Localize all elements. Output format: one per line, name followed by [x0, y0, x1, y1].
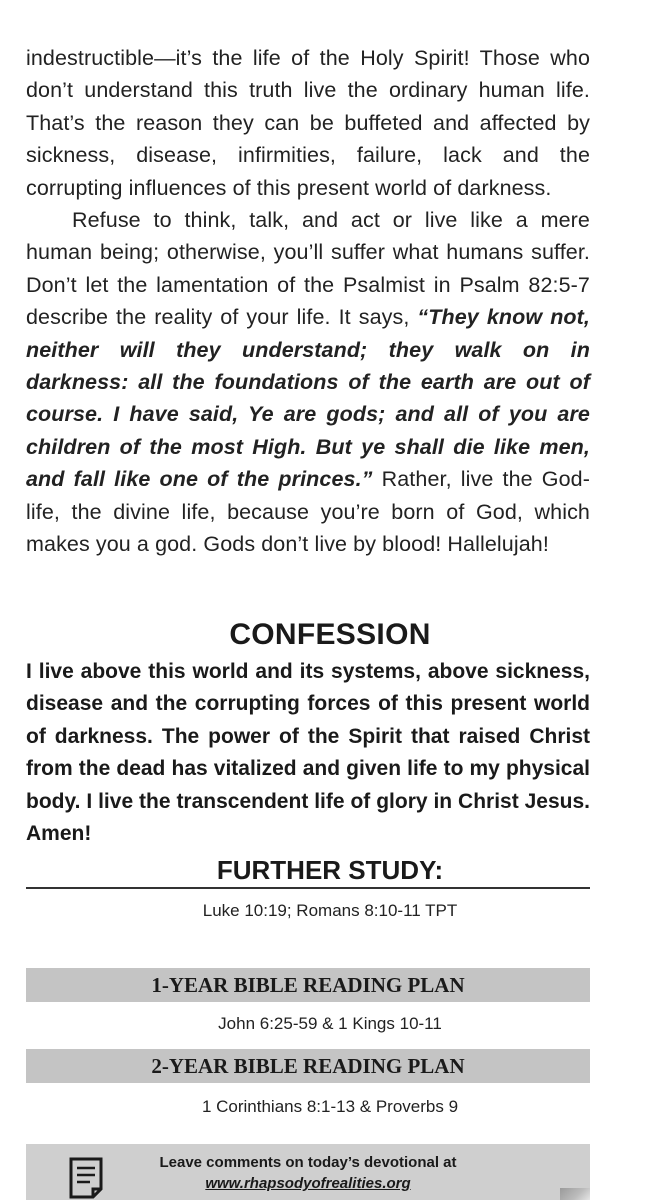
confession-heading: CONFESSION	[229, 618, 431, 651]
comments-banner	[26, 1144, 590, 1200]
body-paragraph-2	[26, 204, 590, 560]
website-link[interactable]: www.rhapsodyofrealities.org	[205, 1175, 411, 1192]
paragraph-intro: Refuse to think, talk, and act or live like a mere human being; otherwise, you’ll suffer what humans suffer. Don’t let the lamentation of the Psalmist in Psalm 82:5-7 describe the reality of your life. It says,	[26, 208, 590, 330]
one-year-plan-heading: 1-YEAR BIBLE READING PLAN	[26, 968, 590, 1002]
body-paragraph-1: indestructible—it’s the life of the Holy Spirit! Those who don’t understand this truth live the ordinary human life. That’s the reason they can be buffeted and affected by sickness, disease, infirmities, failure, lack and the corrupting influences of this present world of darkness.	[26, 46, 590, 200]
further-study-refs: Luke 10:19; Romans 8:10-11 TPT	[202, 901, 458, 920]
further-study-heading: FURTHER STUDY:	[216, 855, 444, 885]
comments-prompt: Leave comments on today’s devotional at	[159, 1154, 457, 1171]
devotional-body	[26, 42, 590, 561]
two-year-plan-heading: 2-YEAR BIBLE READING PLAN	[26, 1049, 590, 1083]
two-year-plan-refs: 1 Corinthians 8:1-13 & Proverbs 9	[201, 1097, 459, 1116]
page-corner	[560, 1188, 590, 1200]
confession-text: I live above this world and its systems, above sickness, disease and the corrupting forces of this present world of darkness. The power of the Spirit that raised Christ from the dead has vitalized and given life to my physical body. I live the transcendent life of glory in Christ Jesus. Amen!	[26, 660, 590, 846]
paragraph-outro: Rather, live the God-life, the divine life, because you’re born of God, which makes you a god. Gods don’t live by blood! Hallelujah!	[26, 467, 590, 557]
further-study-divider	[26, 887, 590, 889]
psalm-quote: “They know not, neither will they understand; they walk on in darkness: all the foundations of the earth are out of course. I have said, Ye are gods; and all of you are children of the most High. But ye shall die like men, and fall like one of the princes.”	[26, 305, 590, 492]
one-year-plan-refs: John 6:25-59 & 1 Kings 10-11	[218, 1014, 442, 1033]
